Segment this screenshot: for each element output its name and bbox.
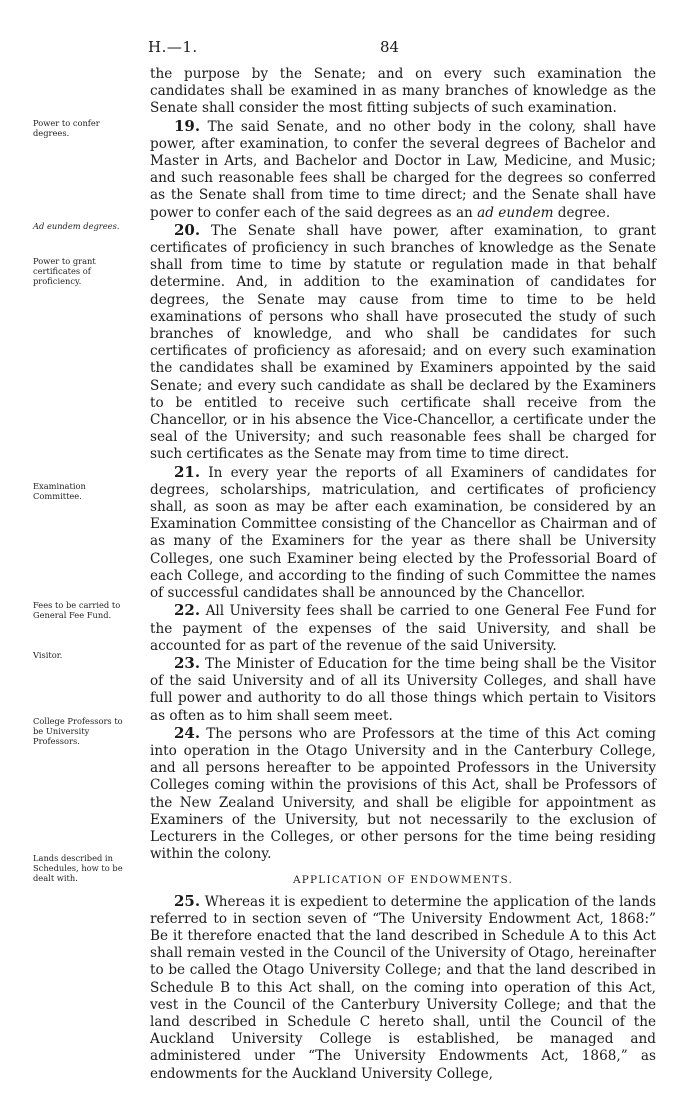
section-text: The persons who are Professors at the time of this Act coming into operation in the Otago University and in the Canterbury College, and all persons hereafter to be appointed Professors in the University Colleges coming within the provisions of this Act, shall be Professors of the New Zealand University, and shall be eligible for appointment as Examiners of the University, but not necessarily to the exclusion of Lecturers in the Colleges, or other persons for the time being residing within the colony.	[150, 725, 656, 863]
section-number: 22.	[174, 601, 201, 620]
section-text: The Senate shall have power, after examination, to grant certificates of proficiency in such branches of knowledge as the Senate shall from time to time by statute or regulation made in that behalf determine. And, in addition to the examination of candidates for degrees, the Senate may cause from time to time to be held examinations of persons who shall have prosecuted the study of such branches of knowledge, and who shall be candidates for such certificates of proficiency as aforesaid; and on every such examination the candidates shall be examined by Examiners appointed by the said Senate; and every such candidate as shall be declared by the Examiners to be entitled to receive such certificate shall receive from the Chancellor, or in his absence the Vice-Chancellor, a certificate under the seal of the University; and such reasonable fees shall be charged for such certificates as the Senate may from time to time direct.	[150, 222, 656, 463]
document-code: H.—1.	[148, 38, 198, 56]
page-number: 84	[380, 38, 400, 56]
margin-note-lands: Lands described in Schedules, how to be dealt with.	[33, 853, 123, 883]
section-20	[150, 222, 656, 464]
margin-note-visitor: Visitor.	[33, 650, 63, 660]
margin-note-exam-committee: Examination Committee.	[33, 481, 86, 501]
section-24	[150, 725, 656, 864]
section-text: Whereas it is expedient to determine the application of the lands referred to in section seven of “The University Endowment Act, 1868:” Be it therefore enacted that the land described in Schedule A to this Act shall remain vested in the Council of the University of Otago, hereinafter to be called the Otago University College; and that the land described in Schedule B to this Act shall, on the coming into operation of this Act, vest in the Council of the Canterbury University College; and that the land described in Schedule C hereto shall, until the Council of the Auckland University College is established, be managed and administered under “The University Endowments Act, 1868,” as endowments for the Auckland University College,	[150, 893, 656, 1082]
section-number: 23.	[174, 653, 201, 672]
margin-note-ad-eundem: Ad eundem degrees.	[33, 221, 120, 231]
section-21	[150, 464, 656, 603]
section-text: The Minister of Education for the time being shall be the Visitor of the said University and of all its University Colleges, and shall have full power and authority to do all those things which pertain to Visitors as often as to him shall seem meet.	[150, 655, 656, 724]
section-number: 19.	[174, 116, 201, 135]
opening-paragraph: the purpose by the Senate; and on every such examination the candidates shall be examined in as many branches of knowledge as the Senate shall consider the most fitting subjects of such examination.	[150, 66, 656, 117]
statute-text	[150, 66, 656, 1083]
section-text-end: degree.	[557, 204, 611, 221]
margin-note-certificates: Power to grant certificates of proficiency.	[33, 256, 96, 286]
section-text: In every year the reports of all Examiners of candidates for degrees, scholarships, matriculation, and certificates of proficiency shall, as soon as may be after each examination, be considered by an Examination Committee consisting of the Chancellor as Chairman and of as many of the Examiners for the year as there shall be University Colleges, one such Examiner being elected by the Professorial Board of each College, and according to the finding of such Committee the names of successful candidates shall be announced by the Chancellor.	[150, 464, 657, 602]
margin-note-professors: College Professors to be University Professors.	[33, 716, 123, 746]
section-text: All University fees shall be carried to one General Fee Fund for the payment of the expenses of the said University, and shall be accounted for as part of the revenue of the said University.	[150, 603, 656, 654]
section-23	[150, 655, 656, 725]
margin-note-fees: Fees to be carried to General Fee Fund.	[33, 600, 121, 620]
section-25	[150, 893, 656, 1083]
section-number: 24.	[174, 723, 201, 742]
section-22	[150, 602, 656, 655]
section-number: 25.	[174, 891, 201, 910]
section-heading: APPLICATION OF ENDOWMENTS.	[292, 874, 514, 887]
section-number: 21.	[174, 462, 201, 481]
section-19	[150, 118, 656, 222]
section-text: The said Senate, and no other body in the colony, shall have power, after examination, to confer the several degrees of Bachelor and Master in Arts, and Bachelor and Doctor in Law, Medicine, and Music; and such reasonable fees shall be charged for the degrees so conferred as the Senate shall from time to time direct; and the Senate shall have power to confer each of the said degrees as an	[150, 118, 656, 221]
margin-note-power-to-confer: Power to confer degrees.	[33, 118, 100, 138]
section-number: 20.	[174, 220, 201, 239]
page-header	[148, 38, 618, 58]
ad-eundem-term: ad eundem	[477, 204, 554, 221]
